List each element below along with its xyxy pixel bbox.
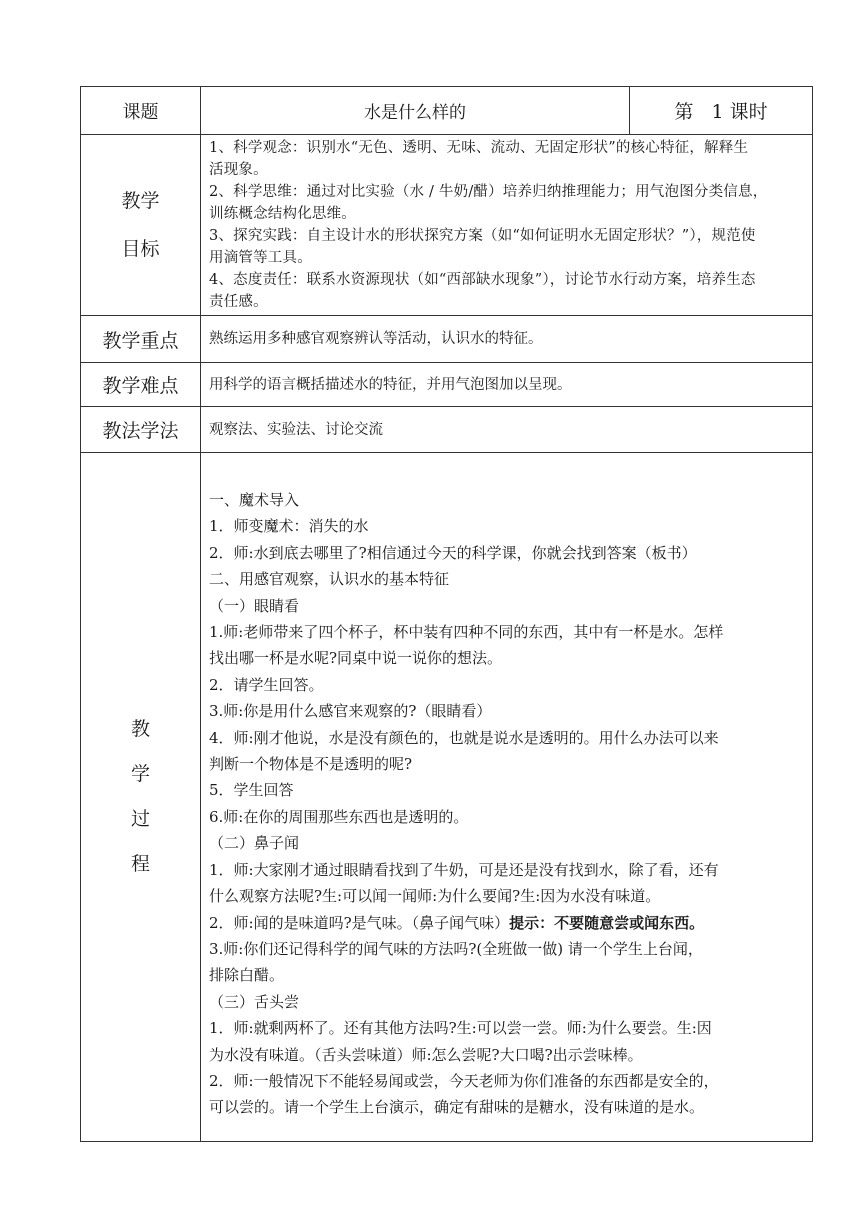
process-label-char: 过 [130, 807, 150, 830]
goal-line: 训练概念结构化思维。 [209, 206, 356, 222]
methods-text: 观察法、实验法、讨论交流 [201, 407, 813, 453]
goal-line: 责任感。 [209, 294, 268, 310]
header-row [81, 87, 813, 135]
process-line: （三）舌头尝 [209, 992, 300, 1011]
goals-content [201, 135, 813, 316]
process-line: 1．师:大家刚才通过眼睛看找到了牛奶，可是还是没有找到水，除了看，还有 [209, 860, 719, 879]
process-line: 什么观察方法呢?生:可以闻一闻师:为什么要闻?生:因为水没有味道。 [209, 887, 661, 906]
process-label [81, 453, 201, 1142]
process-line: 二、用感官观察，认识水的基本特征 [209, 570, 450, 589]
process-line-with-tip [209, 910, 804, 936]
process-line: （二）鼻子闻 [209, 834, 300, 853]
process-line: 判断一个物体是不是透明的呢? [209, 755, 413, 774]
key-point-text: 熟练运用多种感官观察辨认等活动，认识水的特征。 [201, 316, 813, 363]
process-line: 排除白醋。 [209, 966, 285, 985]
goals-label [81, 135, 201, 316]
process-line: 2．请学生回答。 [209, 675, 324, 694]
process-line: 2．师:闻的是味道吗?是气味。（鼻子闻气味） [209, 913, 510, 932]
process-label-char: 教 [130, 717, 150, 740]
key-point-label: 教学重点 [81, 316, 201, 363]
process-line: 2．师:水到底去哪里了?相信通过今天的科学课，你就会找到答案（板书） [209, 543, 697, 562]
process-line: 4．师:刚才他说，水是没有颜色的，也就是说水是透明的。用什么办法可以来 [209, 728, 719, 747]
topic-label: 课题 [81, 87, 201, 135]
process-line: 1．师:就剩两杯了。还有其他方法吗?生:可以尝一尝。师:为什么要尝。生:因 [209, 1019, 712, 1038]
process-line: 1．师变魔术：消失的水 [209, 517, 369, 536]
process-line: （一）眼睛看 [209, 596, 300, 615]
goal-line: 用滴管等工具。 [209, 250, 312, 266]
lesson-prefix: 第 [674, 101, 694, 123]
process-row [81, 453, 813, 1142]
process-label-char: 程 [130, 852, 150, 875]
process-line: 为水没有味道。（舌头尝味道）师:怎么尝呢?大口喝?出示尝味棒。 [209, 1045, 643, 1064]
safety-tip: 提示：不要随意尝或闻东西。 [509, 913, 705, 932]
lesson-title: 水是什么样的 [201, 87, 630, 135]
lesson-number-value: 1 [711, 101, 724, 123]
lesson-suffix: 课时 [729, 101, 768, 123]
lesson-number [630, 87, 813, 135]
process-content [201, 453, 813, 1142]
process-line: 3.师:你是用什么感官来观察的?（眼睛看） [209, 702, 492, 721]
goal-line: 1、科学观念：识别水“无色、透明、无味、流动、无固定形状”的核心特征，解释生 [209, 140, 749, 156]
process-line: 2．师:一般情况下不能轻易闻或尝，今天老师为你们准备的东西都是安全的， [209, 1071, 719, 1090]
goals-row [81, 135, 813, 316]
process-line: 一、魔术导入 [209, 491, 300, 509]
process-line: 6.师:在你的周围那些东西也是透明的。 [209, 807, 469, 826]
methods-label: 教法学法 [81, 407, 201, 453]
process-line: 1.师:老师带来了四个杯子，杯中装有四种不同的东西，其中有一杯是水。怎样 [209, 623, 724, 642]
goals-label-line1: 教学 [121, 190, 160, 212]
goal-line: 3、探究实践：自主设计水的形状探究方案（如“如何证明水无固定形状？”），规范使 [209, 228, 756, 244]
goal-line: 2、科学思维：通过对比实验（水 / 牛奶/醋）培养归纳推理能力；用气泡图分类信息， [209, 184, 768, 200]
lesson-plan-table [80, 86, 813, 1142]
process-line: 5．学生回答 [209, 781, 294, 800]
difficulty-text: 用科学的语言概括描述水的特征，并用气泡图加以呈现。 [201, 363, 813, 407]
process-line: 可以尝的。请一个学生上台演示，确定有甜味的是糖水，没有味道的是水。 [209, 1098, 705, 1117]
difficulty-label: 教学难点 [81, 363, 201, 407]
process-label-char: 学 [130, 762, 150, 785]
process-line: 找出哪一杯是水呢?同桌中说一说你的想法。 [209, 649, 503, 668]
methods-row [81, 407, 813, 453]
goal-line: 活现象。 [209, 162, 268, 178]
key-point-row [81, 316, 813, 363]
difficulty-row [81, 363, 813, 407]
goal-line: 4、态度责任：联系水资源现状（如“西部缺水现象”），讨论节水行动方案，培养生态 [209, 272, 756, 288]
goals-label-line2: 目标 [121, 238, 160, 260]
process-line: 3.师:你们还记得科学的闻气味的方法吗?(全班做一做) 请一个学生上台闻， [209, 939, 703, 958]
